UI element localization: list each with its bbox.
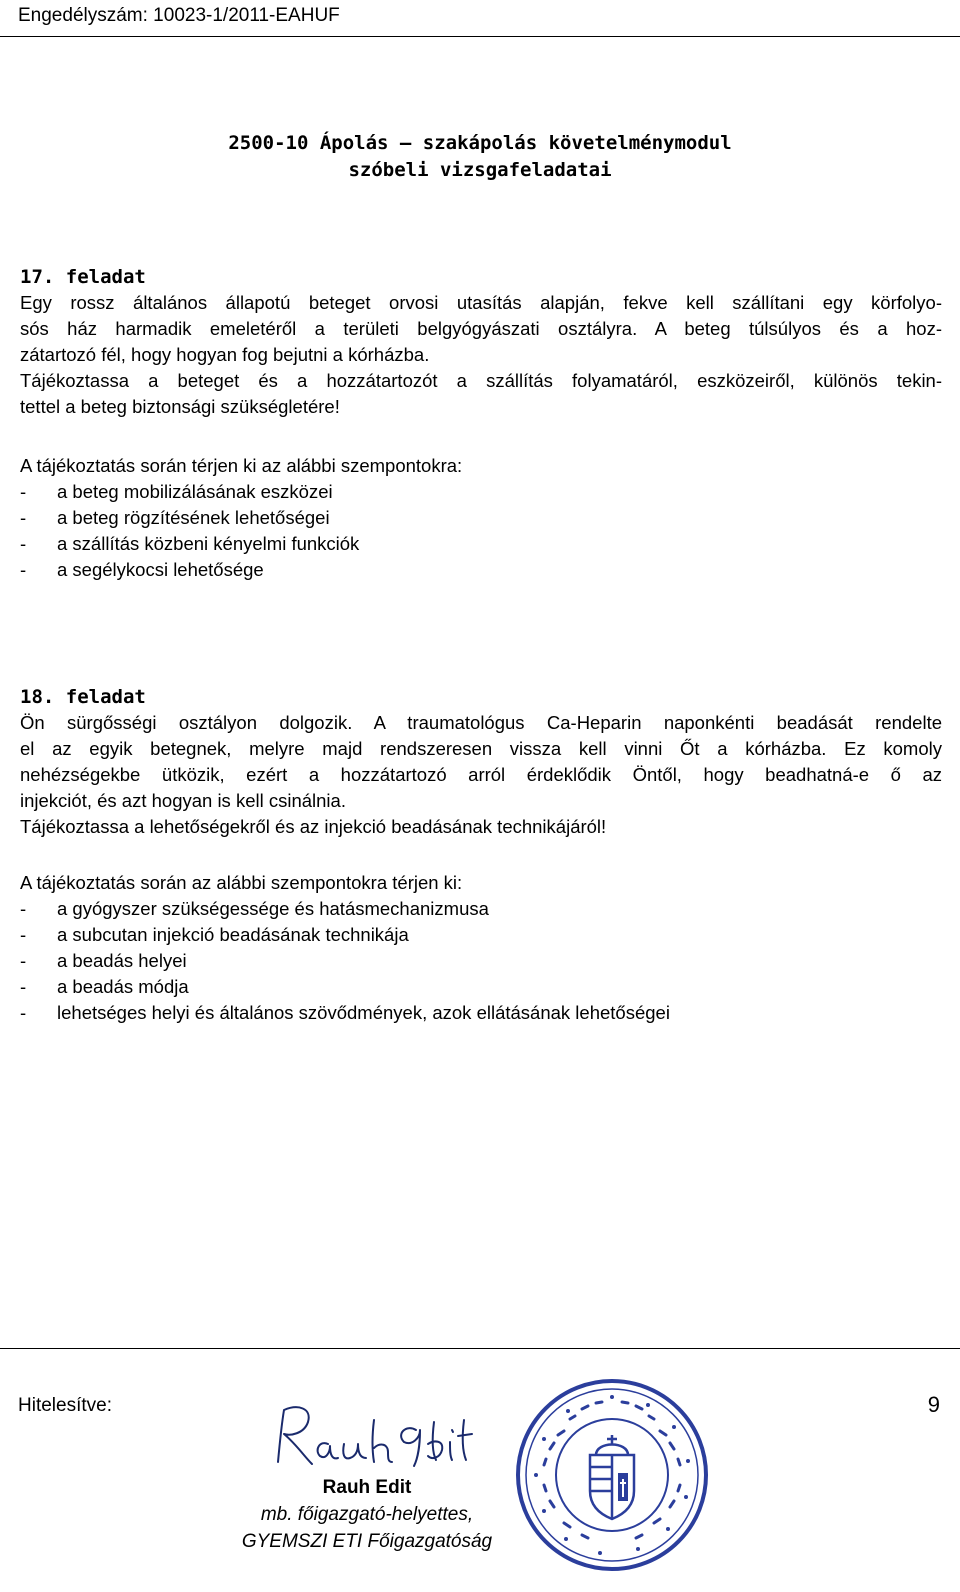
title-line-2: szóbeli vizsgafeladatai [348, 159, 612, 181]
criteria-intro: A tájékoztatás során térjen ki az alábbi szempontokra: [20, 455, 463, 476]
list-item: - a beteg rögzítésének lehetőségei [20, 507, 330, 528]
list-item: - lehetséges helyi és általános szövődmények, azok ellátásának lehetőségei [20, 1002, 670, 1023]
footer-rule [0, 1348, 960, 1349]
paragraph-line: Tájékoztassa a lehetőségekről és az injekció beadásának technikájáról! [20, 816, 607, 837]
signer-block [222, 1474, 512, 1555]
task-18-description [20, 710, 942, 840]
signer-organization: GYEMSZI ETI Főigazgatóság [241, 1531, 493, 1552]
task-17-criteria [20, 453, 462, 583]
page-number: 9 [927, 1392, 940, 1417]
official-seal-icon [512, 1375, 712, 1575]
list-item: - a beteg mobilizálásának eszközei [20, 481, 333, 502]
paragraph-line: sós ház harmadik emeletéről a területi belgyógyászati osztályra. A beteg túlsúlyos és a hoz- [20, 318, 942, 339]
header-rule [0, 36, 960, 37]
paragraph-line: zátartozó fél, hogy hogyan fog bejutni a kórházba. [20, 344, 430, 365]
task-18-criteria [20, 870, 670, 1026]
document-title [0, 130, 960, 184]
paragraph-line: Egy rossz általános állapotú beteget orvosi utasítás alapján, fekve kell szállítani egy körfolyo- [20, 292, 942, 313]
signer-role: mb. főigazgató-helyettes, [260, 1504, 474, 1525]
list-item: - a beadás módja [20, 976, 189, 997]
certified-label: Hitelesítve: [18, 1395, 112, 1416]
criteria-intro: A tájékoztatás során az alábbi szempontokra térjen ki: [20, 872, 463, 893]
list-item: - a segélykocsi lehetősége [20, 559, 264, 580]
title-line-1: 2500-10 Ápolás – szakápolás követelménymodul [228, 132, 732, 154]
license-number: Engedélyszám: 10023-1/2011-EAHUF [18, 5, 340, 26]
task-18-heading: 18. feladat [20, 686, 146, 708]
list-item: - a gyógyszer szükségessége és hatásmechanizmusa [20, 898, 489, 919]
task-17-description [20, 290, 942, 420]
paragraph-line: tettel a beteg biztonsági szükségletére! [20, 396, 340, 417]
paragraph-line: injekciót, és azt hogyan is kell csinálnia. [20, 790, 346, 811]
list-item: - a szállítás közbeni kényelmi funkciók [20, 533, 360, 554]
list-item: - a subcutan injekció beadásának technikája [20, 924, 409, 945]
task-17-heading: 17. feladat [20, 266, 146, 288]
paragraph-line: el az egyik betegnek, melyre majd rendszeresen vissza kell vinni Őt a kórházba. Ez komoly [20, 738, 942, 759]
handwritten-signature [268, 1400, 478, 1480]
paragraph-line: Ön sürgősségi osztályon dolgozik. A traumatológus Ca-Heparin naponkénti beadását rendelte [20, 712, 942, 733]
paragraph-line: nehézségekbe ütközik, ezért a hozzátartozó arról érdeklődik Öntől, hogy beadhatná-e ő az [20, 764, 942, 785]
signer-name: Rauh Edit [322, 1477, 412, 1498]
list-item: - a beadás helyei [20, 950, 187, 971]
paragraph-line: Tájékoztassa a beteget és a hozzátartozót a szállítás folyamatáról, eszközeiről, különös tekin- [20, 370, 942, 391]
